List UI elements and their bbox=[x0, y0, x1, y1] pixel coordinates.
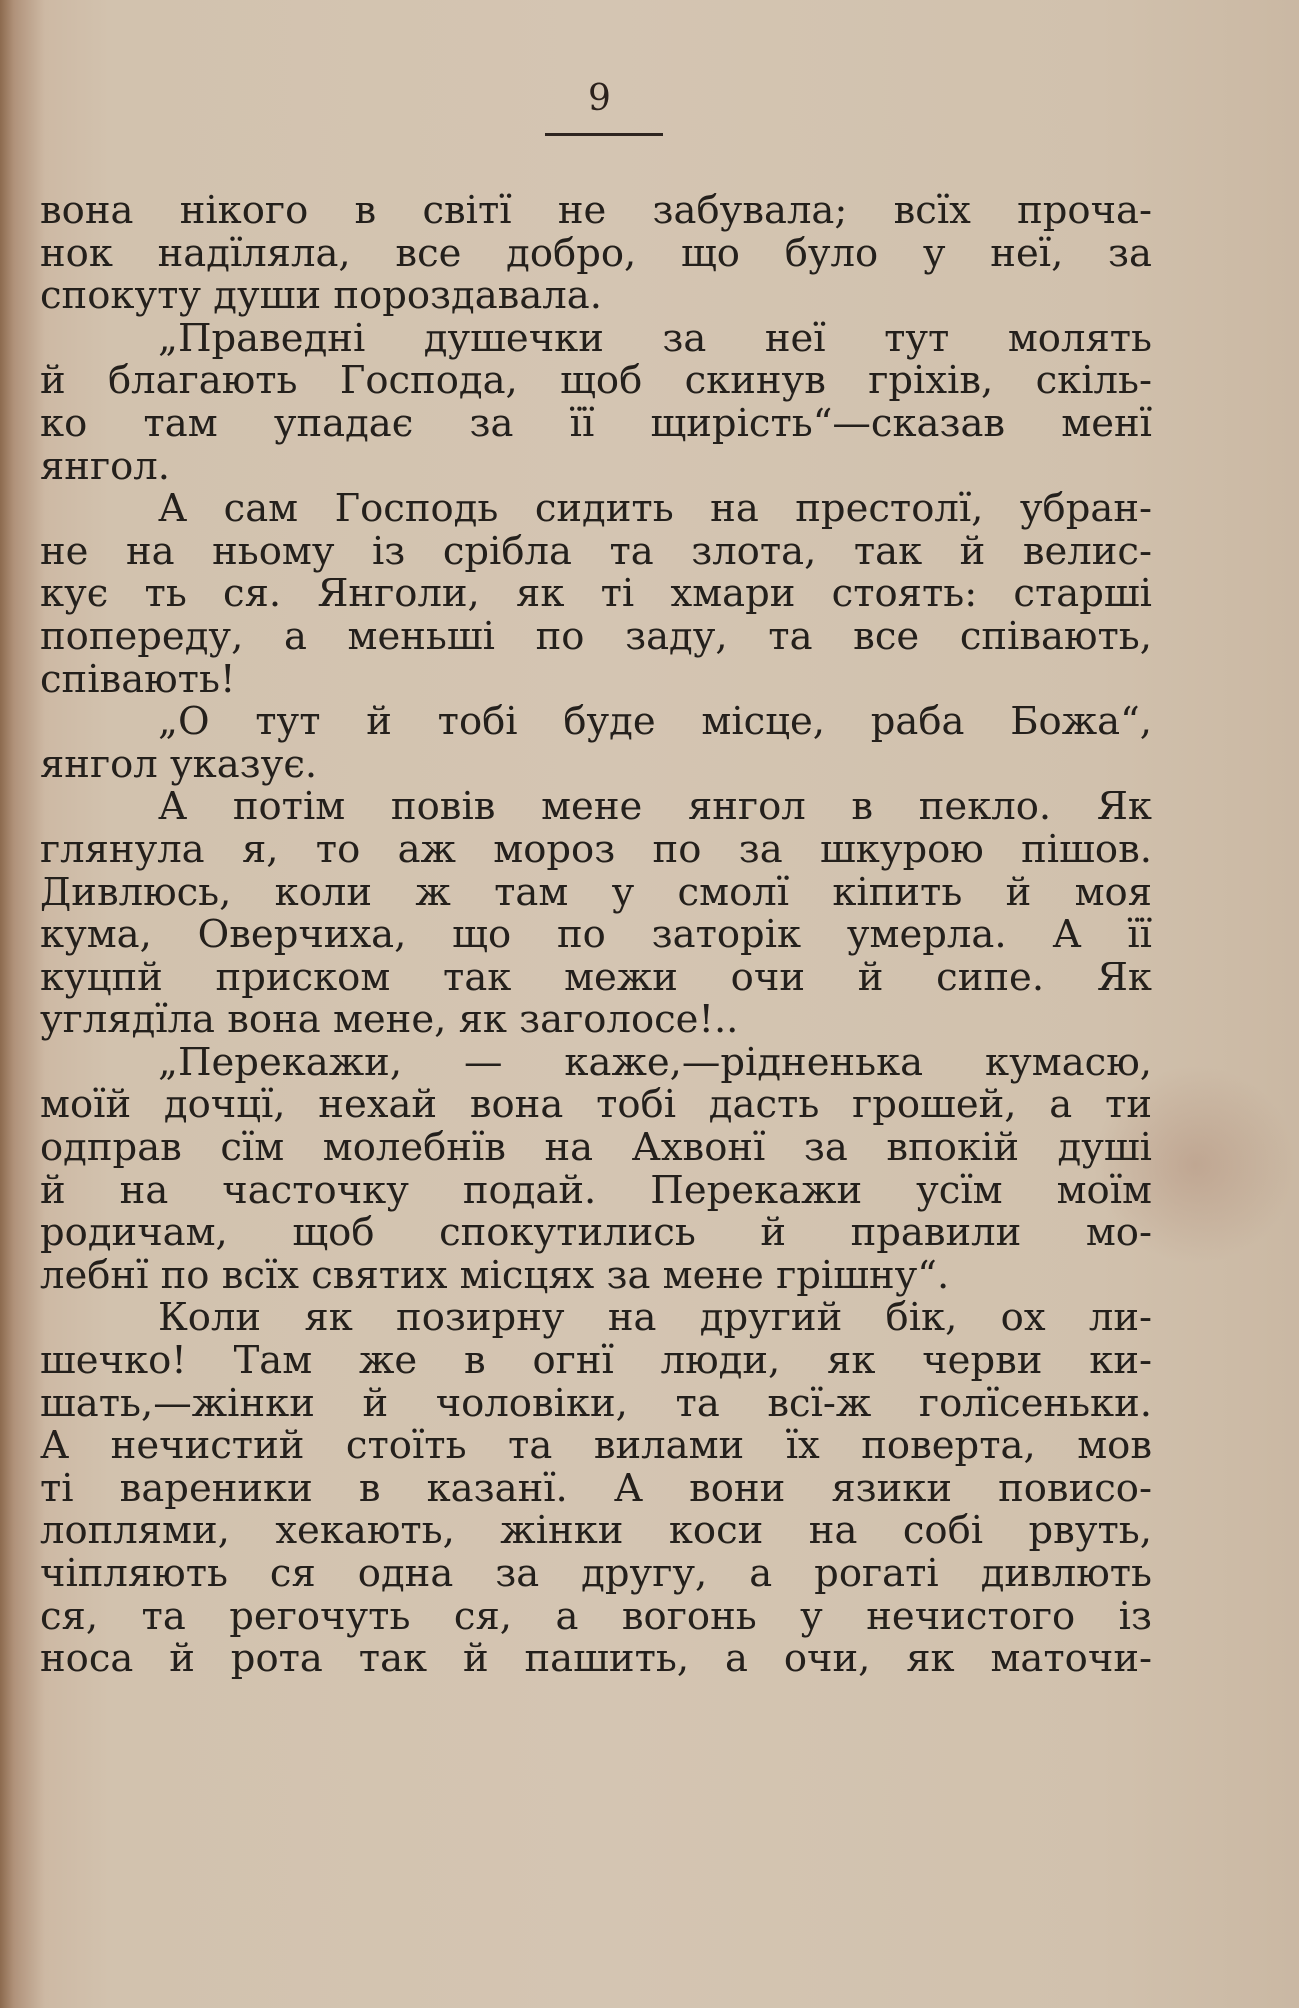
text-line: не на ньому із срібла та злота, так й велис- bbox=[40, 528, 1152, 574]
text-line: углядїла вона мене, як заголосе!.. bbox=[40, 997, 739, 1043]
text-line: одправ сїм молебнїв на Ахвонї за впокій душі bbox=[40, 1125, 1152, 1171]
text-line: носа й рота так й пашить, а очи, як маточи- bbox=[40, 1636, 1152, 1682]
text-line: шать,—жінки й чоловіки, та всї-ж голїсеньки. bbox=[40, 1380, 1152, 1426]
body-text bbox=[40, 190, 1152, 1681]
text-line: глянула я, то аж мороз по за шкурою пішов. bbox=[40, 826, 1152, 872]
text-line: попереду, а меньші по заду, та все співають, bbox=[40, 613, 1152, 659]
text-line: шечко! Там же в огнї люди, як черви ки- bbox=[40, 1338, 1152, 1384]
text-line: „Праведні душечки за неї тут молять bbox=[158, 315, 1152, 361]
text-line: Дивлюсь, коли ж там у смолї кіпить й моя bbox=[40, 869, 1152, 915]
text-line: А нечистий стоїть та вилами їх поверта, мов bbox=[40, 1423, 1152, 1469]
text-line: ко там упадає за її щирість“—сказав менї bbox=[40, 400, 1152, 446]
text-line: й благають Господа, щоб скинув гріхів, скіль- bbox=[40, 358, 1152, 404]
text-line: „Перекажи, — каже,—рідненька кумасю, bbox=[158, 1039, 1152, 1085]
text-line: янгол указує. bbox=[40, 741, 318, 787]
text-line: „О тут й тобі буде місце, раба Божа“, bbox=[158, 699, 1152, 745]
text-line: А потім повів мене янгол в пекло. Як bbox=[158, 784, 1152, 830]
text-line: співають! bbox=[40, 656, 236, 702]
page-number: 9 bbox=[588, 78, 612, 119]
text-line: ся, та регочуть ся, а вогонь у нечистого із bbox=[40, 1593, 1152, 1639]
text-line: спокуту души пороздавала. bbox=[40, 273, 602, 319]
text-line: Коли як позирну на другий бік, ох ли- bbox=[158, 1295, 1152, 1341]
page-number-rule bbox=[545, 133, 663, 136]
text-line: А сам Господь сидить на престолї, убран- bbox=[158, 486, 1152, 532]
text-line: моїй дочцї, нехай вона тобі дасть грошей, а ти bbox=[40, 1082, 1152, 1128]
text-line: куцпй приском так межи очи й сипе. Як bbox=[40, 954, 1152, 1000]
text-line: кує ть ся. Янголи, як ті хмари стоять: старші bbox=[40, 571, 1152, 617]
text-line: ті вареники в казанї. А вони язики повисо- bbox=[40, 1465, 1152, 1511]
text-line: чіпляють ся одна за другу, а рогаті дивлють bbox=[40, 1551, 1152, 1596]
text-line: вона нікого в світї не забувала; всїх проча- bbox=[40, 188, 1152, 233]
text-line: лоплями, хекають, жінки коси на собі рвуть, bbox=[40, 1508, 1152, 1554]
text-line: кума, Оверчиха, що по заторік умерла. А її bbox=[40, 912, 1152, 958]
text-line: й на часточку подай. Перекажи усїм моїм bbox=[40, 1167, 1152, 1213]
text-line: родичам, щоб спокутились й правили мо- bbox=[40, 1210, 1152, 1256]
text-line: нок надїляла, все добро, що було у неї, за bbox=[40, 230, 1152, 276]
text-line: янгол. bbox=[40, 443, 170, 489]
text-line: лебнї по всїх святих місцях за мене грішну“. bbox=[40, 1252, 950, 1298]
